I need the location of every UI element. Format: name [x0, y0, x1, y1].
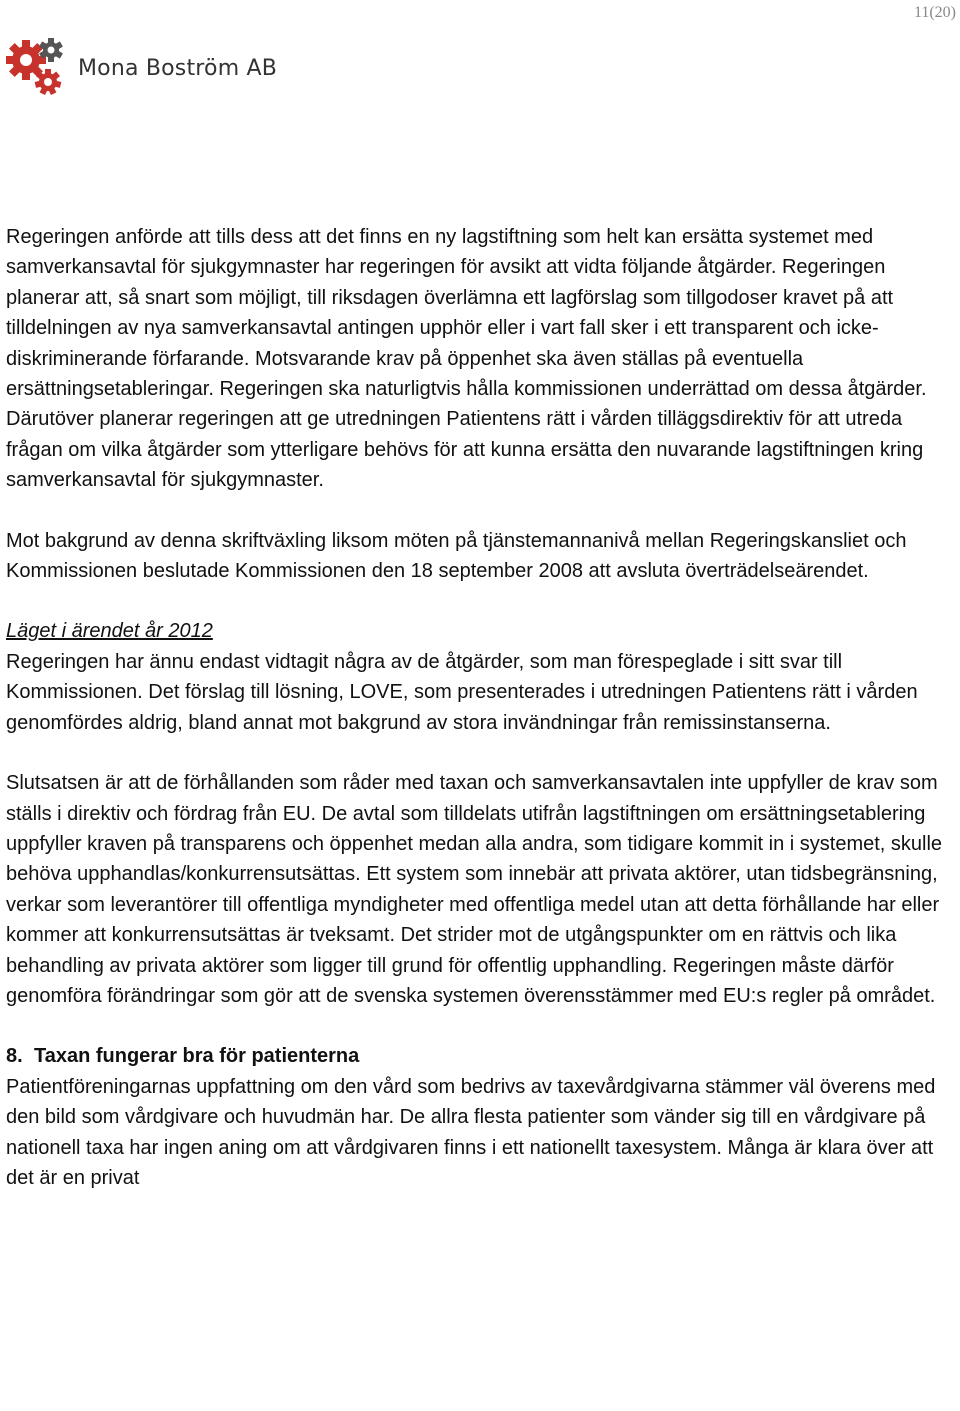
paragraph: Regeringen anförde att tills dess att det finns en ny lagstiftning som helt kan ersätta systemet med samverkansavtal för sjukgymnaster har regeringen för avsikt att vidta följande åtgärder. Regeringen planerar att, så snart som möjligt, till riksdagen överlämna ett lagförslag som tillgodoser kravet på att tilldelningen av nya samverkansavtal antingen upphör eller i vart fall sker i ett transparent och icke-diskriminerande förfarande. Motsvarande krav på öppenhet ska även ställas på eventuella ersättningsetableringar. Regeringen ska naturligtvis hålla kommissionen underrättad om dessa åtgärder. Därutöver planerar regeringen att ge utredningen Patientens rätt i vården tilläggsdirektiv för att utreda frågan om vilka åtgärder som ytterligare behövs för att kunna ersätta den nuvarande lagstiftningen kring samverkansavtal för sjukgymnaster.: [6, 226, 927, 492]
document-body: [6, 222, 954, 1193]
gears-icon: [4, 36, 70, 100]
heading-title: Taxan fungerar bra för patienterna: [34, 1045, 360, 1068]
page-number: 11(20): [913, 4, 956, 21]
paragraph: Regeringen har ännu endast vidtagit några av de åtgärder, som man förespeglade i sitt svar till Kommissionen. Det förslag till lösning, LOVE, som presenterades i utredningen Patientens rätt i vården genomfördes aldrig, bland annat mot bakgrund av stora invändningar från remissinstanserna.: [6, 650, 918, 734]
company-name: Mona Boström AB: [78, 55, 278, 81]
numbered-heading: [6, 1041, 954, 1071]
paragraph: Slutsatsen är att de förhållanden som råder med taxan och samverkansavtalen inte uppfyller de krav som ställs i direktiv och fördrag från EU. De avtal som tilldelats utifrån lagstiftningen om ersättningsetablering uppfyller kraven på transparens och öppenhet medan alla andra, som tidigare kommit in i systemet, skulle behöva upphandlas/konkurrensutsättas. Ett system som innebär att privata aktörer, utan tidsbegränsning, verkar som leverantörer till offentliga myndigheter med offentliga medel utan att detta förhållande har eller kommer att konkurrensutsättas är tveksamt. Det strider mot de utgångspunkter om en rättvis och lika behandling av privata aktörer som ligger till grund för offentlig upphandling. Regeringen måste därför genomföra förändringar som gör att de svenska systemen överensstämmer med EU:s regler på området.: [6, 772, 943, 1007]
paragraph: Patientföreningarnas uppfattning om den vård som bedrivs av taxevårdgivarna stämmer väl överens med den bild som vårdgivare och huvudmän har. De allra flesta patienter som vänder sig till en vårdgivare på nationell taxa har ingen aning om att vårdgivaren finns i ett nationellt taxesystem. Många är klara över att det är en privat: [6, 1075, 936, 1189]
paragraph: Mot bakgrund av denna skriftväxling liksom möten på tjänstemannanivå mellan Regeringskansliet och Kommissionen beslutade Kommissionen den 18 september 2008 att avsluta överträdelseärendet.: [6, 529, 907, 583]
company-logo: [4, 36, 277, 100]
section-heading: Läget i ärendet år 2012: [6, 620, 213, 643]
heading-number: 8.: [6, 1045, 23, 1068]
